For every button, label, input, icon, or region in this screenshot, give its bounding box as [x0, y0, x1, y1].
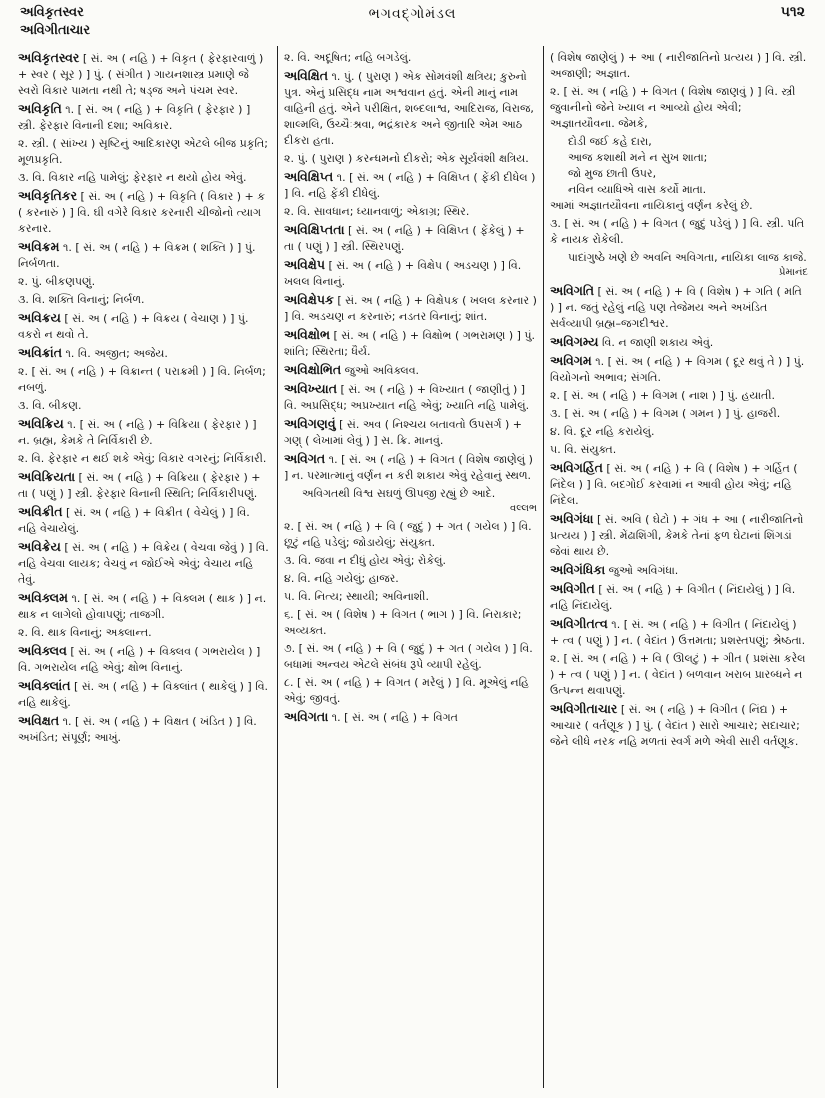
entry-headword: અવિગંધા [550, 511, 594, 526]
dictionary-entry [18, 504, 271, 537]
entry-definition: ૨. વિ. સાવધાન; ધ્યાનવાળું; એકાગ્ર; સ્થિર. [284, 205, 470, 218]
entry-definition: [ સં. અ ( નહિ ) + વિકૃતિ ( વિકાર ) + ક ( કરનારું ) ] વિ. ઘી વગેરે વિકાર કરનારી ચીજોનો ત્યાગ કરનાર. [18, 190, 266, 235]
verse-quotation: જો મુજ છાતી ઉપર, [568, 167, 657, 180]
entry-definition: [ સં. અ ( નહિ ) + વિક્રિયા ( ફેરફાર ) + તા ( પણું ) ] સ્ત્રી. ફેરફાર વિનાની સ્થિતિ; નિર્વિકારીપણું. [18, 471, 261, 500]
dictionary-entry [550, 388, 808, 404]
entry-headword: અવિકૃતિ [18, 101, 62, 116]
dictionary-entry [18, 364, 271, 396]
entry-definition: ૫. વિ. નિત્ય; સ્થાયી; અવિનાશી. [284, 590, 429, 603]
dictionary-entry [284, 641, 537, 673]
dictionary-entry [18, 170, 271, 186]
dictionary-entry [284, 519, 537, 551]
dictionary-entry [550, 581, 808, 614]
dictionary-entry [550, 511, 808, 560]
entry-definition: [ સં. અ ( નહિ ) + વિક્ષોભ ( ગભરામણ ) ] પું. શાંતિ; સ્થિરતા; ધૈર્ય. [284, 329, 536, 358]
dictionary-entry [284, 204, 537, 220]
entry-headword: અવિક્ષિપ્ત [284, 169, 334, 184]
entry-definition: ૧. [ સં. અ ( નહિ ) + વિક્લમ ( થાક ) ] ન. થાક ન લાગેલો હોવાપણું; તાજગી. [18, 592, 267, 621]
dictionary-entry [284, 327, 537, 360]
entry-definition: ૨. વિ. ફેરફાર ન થઈ શકે એવું; વિકાર વગરનું; નિર્વિકારી. [18, 452, 267, 465]
dictionary-entry [284, 709, 537, 726]
entry-definition: ૩. [ સં. અ ( નહિ ) + વિગમ ( ગમન ) ] પું. હાજરી. [550, 407, 781, 420]
entry-definition: ૨. પું. ( પુરાણ ) કરન્ધમનો દીકરો; એક સૂર્યવંશી ક્ષત્રિય. [284, 152, 529, 165]
dictionary-entry [284, 553, 537, 569]
dictionary-entry [284, 169, 537, 202]
verse-quotation: પાદાંગુષ્ઠે ખણે છે અવનિ અવિગતા, નાયિકા લાજ કાજે. [568, 251, 807, 264]
entry-headword: અવિક્લવ [18, 643, 67, 658]
quotation-attribution: વલ્લભ [510, 503, 537, 514]
entry-headword: અવિક્રિયતા [18, 469, 76, 484]
entry-definition: ૨. પું. બીકણપણું. [18, 275, 96, 288]
dictionary-column-1 [12, 50, 277, 1090]
dictionary-entry [18, 451, 271, 467]
entry-definition: ૨. [ સં. અ ( નહિ ) + વિગત ( વિશેષ જાણવું ) ] વિ. સ્ત્રી જુવાનીનો જેને ખ્યાલ ન આવ્યો હોય એવી; અજ્ઞાતયૌવના. જેમકે, [550, 85, 796, 130]
dictionary-entry [550, 616, 808, 649]
entry-definition: ૧. [ સં. અ ( નહિ ) + વિક્ષત ( ખંડિત ) ] વિ. અખંડિત; સંપૂર્ણ; આખું. [18, 715, 257, 744]
entry-definition: ૧. પું. ( પુરાણ ) એક સોમવંશી ક્ષત્રિય; કુરુનો પુત્ર. એનું પ્રસિદ્ધ નામ અશ્વવાન હતું. એની માનું નામ વાહિની હતું. એને પરીક્ષિત, શબ્દલાશ્વ, આદિરાજ, વિરાજ, શાલ્મલિ, ઉચ્ચૈઃશ્રવા, ભદ્રંકારક અને જીતારિ એમ આઠ દીકરા હતા. [284, 70, 534, 147]
dictionary-entry [284, 589, 537, 605]
dictionary-entry [284, 257, 537, 290]
entry-definition: [ સં. અવ ( નિશ્ચય બતાવતો ઉપસર્ગ ) + ગણ્ ( લેખામાં લેવું ) ] સ. ક્રિ. માનવું. [284, 418, 523, 447]
dictionary-column-2 [278, 50, 543, 1090]
guide-word-first: અવિકૃતસ્વર [20, 5, 84, 20]
entry-headword: અવિગંધિકા [550, 562, 606, 577]
dictionary-entry [284, 362, 537, 379]
entry-headword: અવિક્ષિપ્તતા [284, 222, 345, 237]
entry-definition: ૧. [ સં. અ ( નહિ ) + વિક્રમ ( શક્તિ ) ] પું. નિર્બળતા. [18, 241, 256, 270]
dictionary-entry [550, 84, 808, 132]
entry-definition: ૩. વિ. વિકાર નહિ પામેલું; ફેરફાર ન થયો હોય એવું. [18, 171, 247, 184]
entry-definition: ૫. વિ. સંયુક્ત. [550, 443, 617, 456]
entry-definition: [ સં. અ ( નહિ ) + વિ ( વિશેષ ) + ગતિ ( મતિ ) ] ન. જતું રહેલું નહિ પણ તેજેમય અને અખંડિત સર્વવ્યાપી બ્રહ્મ–જગદીશ્વર. [550, 285, 802, 330]
dictionary-entry [284, 151, 537, 167]
entry-headword: અવિક્ષોભિત [284, 362, 342, 377]
verse-quotation: અવિગતથી વિશ્વ સઘળું ઊપજી રહ્યું છે આદે. [302, 487, 496, 500]
entry-definition: [ સં. અ ( નહિ ) + વિક્ષેપ ( અડચણ ) ] વિ. ખલલ વિનાનું. [284, 259, 522, 288]
entry-headword: અવિગતા [284, 709, 329, 724]
entry-definition: ૧. [ સં. અ ( નહિ ) + વિગત ( વિશેષ જાણેલું ) ] ન. પરમાત્માનું વર્ણન ન કરી શકાય એવું રહેવાનું સ્થળ. [284, 453, 533, 482]
dictionary-entry [284, 50, 537, 66]
entry-definition: [ સં. અ ( નહિ ) + વિક્લવ ( ગભરાયેલ ) ] વિ. ગભરાયેલ નહિ એવું; ક્ષોભ વિનાનું. [18, 645, 261, 674]
verse-quotation: નવિન વ્યાધિએ વાસ કર્યો માતા. [568, 183, 707, 196]
dictionary-entry [18, 274, 271, 290]
entry-definition: ૪. વિ. નહિ ગયેલું; હાજર. [284, 572, 399, 585]
dictionary-entry [284, 416, 537, 449]
dictionary-entry [18, 416, 271, 449]
entry-definition: ૮. [ સં. અ ( નહિ ) + વિગત ( મરેલું ) ] વિ. મૂએલું નહિ એવું; જીવતું. [284, 676, 529, 705]
dictionary-entry [18, 469, 271, 502]
entry-definition: ૨. [ સં. અ ( નહિ ) + વિગમ ( નાશ ) ] પું. હયાતી. [550, 389, 775, 402]
entry-headword: અવિગમ્ય [550, 334, 599, 349]
entry-headword: અવિક્રાંત [18, 345, 62, 360]
entry-headword: અવિક્રિય [18, 416, 64, 431]
dictionary-entry [18, 239, 271, 272]
entry-definition: [ સં. અ ( નહિ ) + વિક્રેય ( વેચવા જેવું ) ] વિ. નહિ વેચવા લાયક; વેચવું ન જોઈએ એવું; વેચાય નહિ તેવું. [18, 541, 269, 586]
entry-definition: [ સં. અ ( નહિ ) + વિક્રીત ( વેચેલું ) ] વિ. નહિ વેચાયેલું. [18, 506, 250, 535]
dictionary-column-3 [544, 50, 814, 1090]
entry-headword: અવિગર્હિત [550, 460, 603, 475]
dictionary-entry [550, 198, 808, 214]
entry-definition: ૩. [ સં. અ ( નહિ ) + વિગત ( જુદું પડેલું ) ] વિ. સ્ત્રી. પતિ કે નાયક રોકેલી. [550, 217, 805, 246]
dictionary-entry [550, 701, 808, 750]
entry-headword: અવિક્લાંત [18, 678, 71, 693]
entry-headword: અવિક્ષોભ [284, 327, 331, 342]
entry-definition: આમાં અજ્ઞાતયૌવના નાયિકાનું વર્ણન કરેલું છે. [550, 199, 753, 212]
dictionary-entry [284, 222, 537, 255]
entry-definition: ૧. વિ. અજીત; અજેય. [61, 347, 168, 360]
quotation-attribution: પ્રેમાનંદ [778, 267, 808, 278]
dictionary-entry [18, 713, 271, 746]
dictionary-entry [284, 675, 537, 707]
entry-headword: અવિકૃતિકર [18, 188, 78, 203]
entry-definition: [ સં. અ ( નહિ ) + વિગીત ( નિંદ્ય ) + આચાર ( વર્તણૂક ) ] પું. ( વેદાંત ) સારો આચાર; સદાચાર; જેને લીધે નરક નહિ મળતાં સ્વર્ગ મળે એવી સારી વર્તણૂક. [550, 703, 800, 748]
entry-definition: જુઓ અવિગંધા. [605, 564, 679, 577]
entry-definition: [ સં. અ ( નહિ ) + વિખ્યાત ( જાણીતું ) ] વિ. અપ્રસિદ્ધ; અપ્રખ્યાત નહિ એવું; ખ્યાતિ નહિ પામેલું. [284, 383, 530, 412]
dictionary-entry [550, 216, 808, 248]
entry-headword: અવિક્રમ [18, 239, 60, 254]
verse-quotation: દોડી જઈ કહે દારા, [568, 135, 652, 148]
entry-definition: [ સં. અ ( નહિ ) + વિ ( વિશેષ ) + ગર્હિત ( નિંદેલ ) ] વિ. બદગોઈ કરવામાં ન આવી હોય એવું; નહિ નિંદેલ. [550, 462, 798, 507]
entry-headword: અવિગણવું [284, 416, 336, 431]
dictionary-entry [18, 539, 271, 588]
entry-definition: [ સં. અવિ ( ઘેટો ) + ગંધ + આ ( નારીજાતિનો પ્રત્યય ) ] સ્ત્રી. મેંઢાશિંગી, કેમકે તેનાં ફળ ઘેટાનાં શિંગડાં જેવાં થાય છે. [550, 513, 804, 558]
entry-definition: [ સં. અ ( નહિ ) + વિકૃત ( ફેરફારવાળું ) + સ્વર ( સૂર ) ] પું. ( સંગીત ) ગાયનશાસ્ત્ર પ્રમાણે જે સ્વરો વિકાર પામતા નથી તે; ષડ્જ અને પંચમ સ્વર. [18, 52, 264, 97]
entry-definition: ૨. [ સં. અ ( નહિ ) + વિક્રાન્ત ( પરાક્રમી ) ] વિ. નિર્બળ; નબળું. [18, 365, 266, 394]
running-head: ભગવદ્ગોમંડલ [368, 6, 457, 22]
entry-headword: અવિક્ષિત [284, 68, 328, 83]
entry-definition: ૧. [ સં. અ ( નહિ ) + વિગીત ( નિંદાયેલું ) + ત્વ ( પણું ) ] ન. ( વેદાંત ) ઉત્તમતા; પ્રશસ્તપણું; શ્રેષ્ઠતા. [550, 618, 806, 647]
dictionary-entry [284, 571, 537, 587]
dictionary-entry [550, 406, 808, 422]
dictionary-entry [284, 292, 537, 325]
entry-headword: અવિક્ષેપ [284, 257, 325, 272]
entry-headword: અવિક્ષેપક [284, 292, 334, 307]
dictionary-entry [18, 625, 271, 641]
entry-definition: ( વિશેષ જાણેલું ) + આ ( નારીજાતિનો પ્રત્યય ) ] વિ. સ્ત્રી. અજાણી; અજ્ઞાત. [550, 51, 807, 80]
entry-definition: જુઓ અવિક્લવ. [341, 364, 420, 377]
entry-definition: ૧. [ સં. અ ( નહિ ) + વિગમ ( દૂર થવું તે ) ] પું. વિયોગનો અભાવ; સંગતિ. [550, 355, 805, 384]
entry-definition: ૨. સ્ત્રી. ( સાંખ્ય ) સૃષ્ટિનું આદિકારણ એટલે બીજ પ્રકૃતિ; મૂળપ્રકૃતિ. [18, 137, 268, 166]
dictionary-entry [550, 562, 808, 579]
dictionary-entry [18, 188, 271, 237]
entry-definition: ૩. વિ. બીકણ. [18, 399, 82, 412]
entry-definition: ૧. [ સં. અ ( નહિ ) + વિક્ષિપ્ત ( ફેંકી દીધેલ ) ] વિ. નહિ ફેંકી દીધેલું. [284, 171, 536, 200]
dictionary-entry [550, 334, 808, 351]
entry-headword: અવિગીતાચાર [550, 701, 618, 716]
entry-definition: વિ. ન જાણી શકાય એવું. [598, 336, 714, 349]
entry-definition: ૨. વિ. થાક વિનાનું; અક્લાન્ત. [18, 626, 152, 639]
dictionary-entry [18, 398, 271, 414]
entry-headword: અવિક્લમ [18, 590, 68, 605]
dictionary-entry [550, 442, 808, 458]
entry-definition: ૨. [ સં. અ ( નહિ ) + વિ ( ઊલટું ) + ગીત ( પ્રશંસા કરેલ ) + ત્વ ( પણું ) ] ન. ( વેદાંત ) બળવાન ખરાબ પ્રારબ્ધને ન ઉત્પન્ન થવાપણું. [550, 652, 806, 697]
dictionary-entry [284, 607, 537, 639]
dictionary-entry [550, 460, 808, 509]
entry-headword: અવિગત [284, 451, 326, 466]
entry-headword: અવિક્ષત [18, 713, 60, 728]
entry-definition: ૪. વિ. દૂર નહિ કરાયેલું. [550, 425, 655, 438]
entry-definition: ૩. વિ. શક્તિ વિનાનું; નિર્બળ. [18, 293, 145, 306]
entry-definition: ૨. [ સં. અ ( નહિ ) + વિ ( જુદું ) + ગત ( ગયેલ ) ] વિ. છૂટું નહિ પડેલું; જોડાયેલું; સંયુક્ત. [284, 520, 532, 549]
entry-definition: ૧. [ સં. અ ( નહિ ) + વિકૃતિ ( ફેરફાર ) ] સ્ત્રી. ફેરફાર વિનાની દશા; અવિકાર. [18, 103, 251, 132]
dictionary-entry [550, 424, 808, 440]
entry-headword: અવિગીત [550, 581, 595, 596]
entry-definition: ૭. [ સં. અ ( નહિ ) + વિ ( જુદું ) + ગત ( ગયેલ ) ] વિ. બધામાં અન્વય એટલે સંબંધ રૂપે વ્યાપી રહેલું. [284, 642, 533, 671]
dictionary-entry [550, 651, 808, 699]
entry-headword: અવિગમ [550, 353, 592, 368]
dictionary-entry [284, 381, 537, 414]
dictionary-entry [18, 345, 271, 362]
dictionary-entry [18, 310, 271, 343]
entry-headword: અવિગતિ [550, 283, 595, 298]
entry-headword: અવિગીતત્વ [550, 616, 608, 631]
entry-headword: અવિક્રેય [18, 539, 61, 554]
dictionary-entry [550, 353, 808, 386]
dictionary-entry [284, 68, 537, 149]
dictionary-entry [18, 101, 271, 134]
entry-definition: ૩. વિ. જવા ન દીધું હોય એવું; રોકેલું. [284, 554, 446, 567]
page-number: ૫૧૨ [780, 4, 805, 20]
entry-headword: અવિકૃતસ્વર [18, 50, 80, 65]
entry-definition: [ સં. અ ( નહિ ) + વિક્ષેપક ( ખલલ કરનાર ) ] વિ. અડચણ ન કરનારું; નડતર વિનાનું; શાંત. [284, 294, 537, 323]
entry-headword: અવિક્રીત [18, 504, 63, 519]
dictionary-entry [18, 292, 271, 308]
entry-definition: ૬. [ સં. અ ( વિશેષ ) + વિગત ( ભાગ ) ] વિ. નિરાકાર; અવ્યક્ત. [284, 608, 522, 637]
dictionary-entry [18, 590, 271, 623]
dictionary-entry [550, 50, 808, 82]
entry-headword: અવિખ્યાત [284, 381, 337, 396]
entry-definition: ૧. [ સં. અ ( નહિ ) + વિગત [328, 711, 458, 724]
entry-headword: અવિક્રય [18, 310, 61, 325]
dictionary-entry [550, 283, 808, 332]
page-header [0, 0, 825, 50]
entry-definition: [ સં. અ ( નહિ ) + વિગીત ( નિંદાયેલું ) ] વિ. નહિ નિંદાયેલું. [550, 583, 796, 612]
verse-quotation: આજ કશાથી મને ન સુખ શાતા; [568, 151, 708, 164]
dictionary-entry [284, 451, 537, 484]
dictionary-entry [18, 643, 271, 676]
entry-definition: [ સં. અ ( નહિ ) + વિક્ષિપ્ત ( ફેંકેલું ) + તા ( પણું ) ] સ્ત્રી. સ્થિરપણું. [284, 224, 525, 253]
entry-definition: [ સં. અ ( નહિ ) + વિક્લાંત ( થાકેલું ) ] વિ. નહિ થાકેલું. [18, 680, 269, 709]
guide-word-last: અવિગીતાચાર [20, 23, 91, 38]
dictionary-entry [18, 136, 271, 168]
entry-definition: ૨. વિ. અદૂષિત; નહિ બગડેલું. [284, 51, 412, 64]
entry-definition: ૧. [ સં. અ ( નહિ ) + વિક્રિયા ( ફેરફાર ) ] ન. બ્રહ્મ, કેમકે તે નિર્વિકારી છે. [18, 418, 257, 447]
dictionary-entry [18, 50, 271, 99]
entry-definition: [ સં. અ ( નહિ ) + વિક્રય ( વેચાણ ) ] પું. વકરો ન થવો તે. [18, 312, 249, 341]
dictionary-entry [18, 678, 271, 711]
